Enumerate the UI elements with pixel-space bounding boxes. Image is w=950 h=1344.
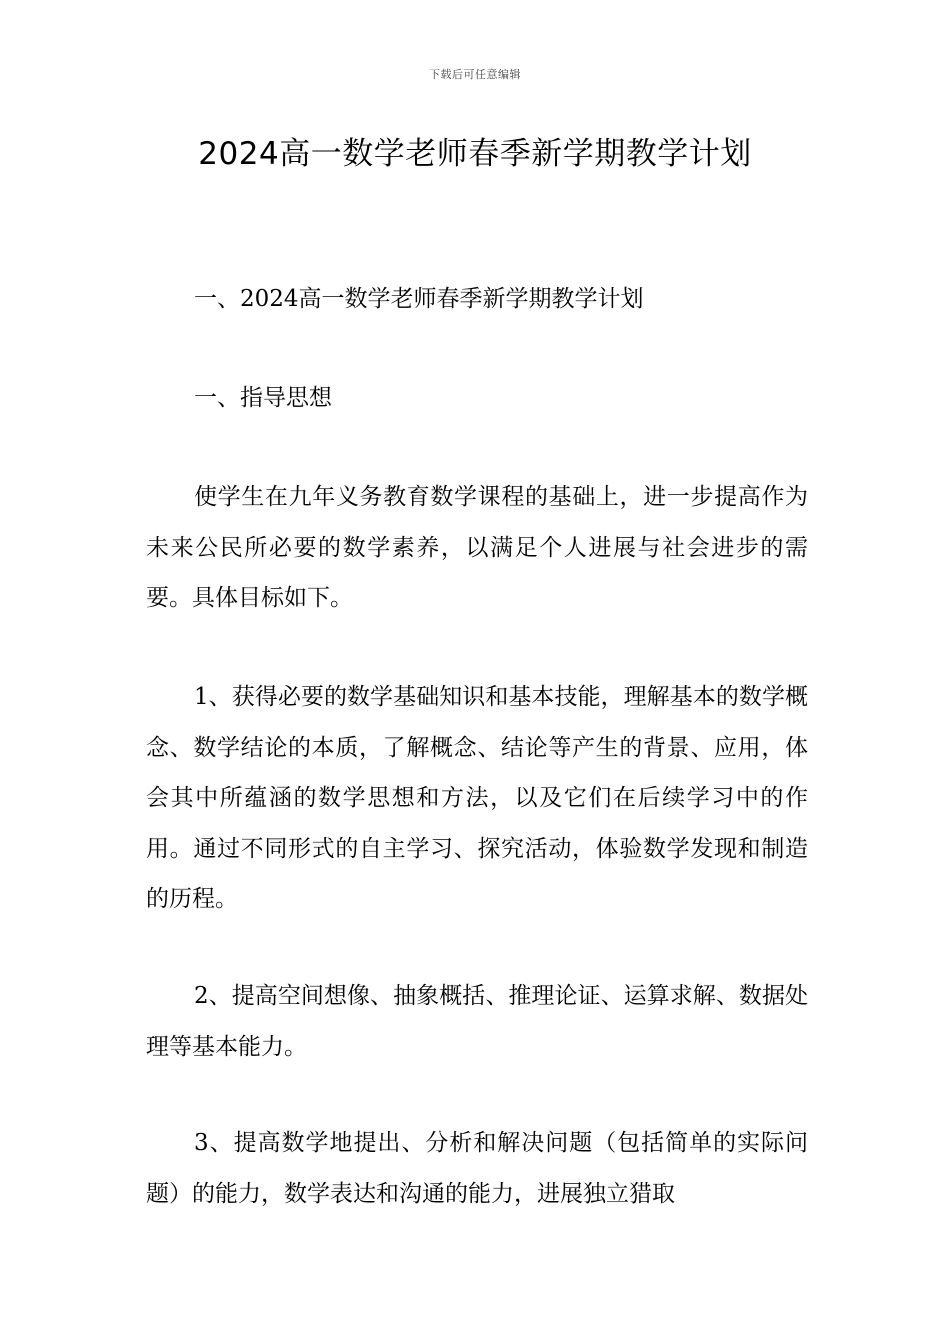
paragraph-intro: 使学生在九年义务教育数学课程的基础上，进一步提高作为未来公民所必要的数学素养，以满足个人进展与社会进步的需要。具体目标如下。 (146, 484, 808, 611)
guide-heading: 一、指导思想 (194, 385, 332, 411)
header-note: 下载后可任意编辑 (429, 68, 521, 81)
document-title: 2024高一数学老师春季新学期教学计划 (198, 136, 752, 172)
paragraph-goal-2: 2、提高空间想像、抽象概括、推理论证、运算求解、数据处理等基本能力。 (146, 983, 808, 1060)
section-heading: 一、2024高一数学老师春季新学期教学计划 (194, 286, 644, 312)
paragraph-goal-3: 3、提高数学地提出、分析和解决问题（包括简单的实际问题）的能力，数学表达和沟通的能力，进展独立猎取 (146, 1130, 808, 1207)
paragraph-goal-1: 1、获得必要的数学基础知识和基本技能，理解基本的数学概念、数学结论的本质，了解概念、结论等产生的背景、应用，体会其中所蕴涵的数学思想和方法，以及它们在后续学习中的作用。通过不同形式的自主学习、探究活动，体验数学发现和制造的历程。 (146, 684, 808, 912)
